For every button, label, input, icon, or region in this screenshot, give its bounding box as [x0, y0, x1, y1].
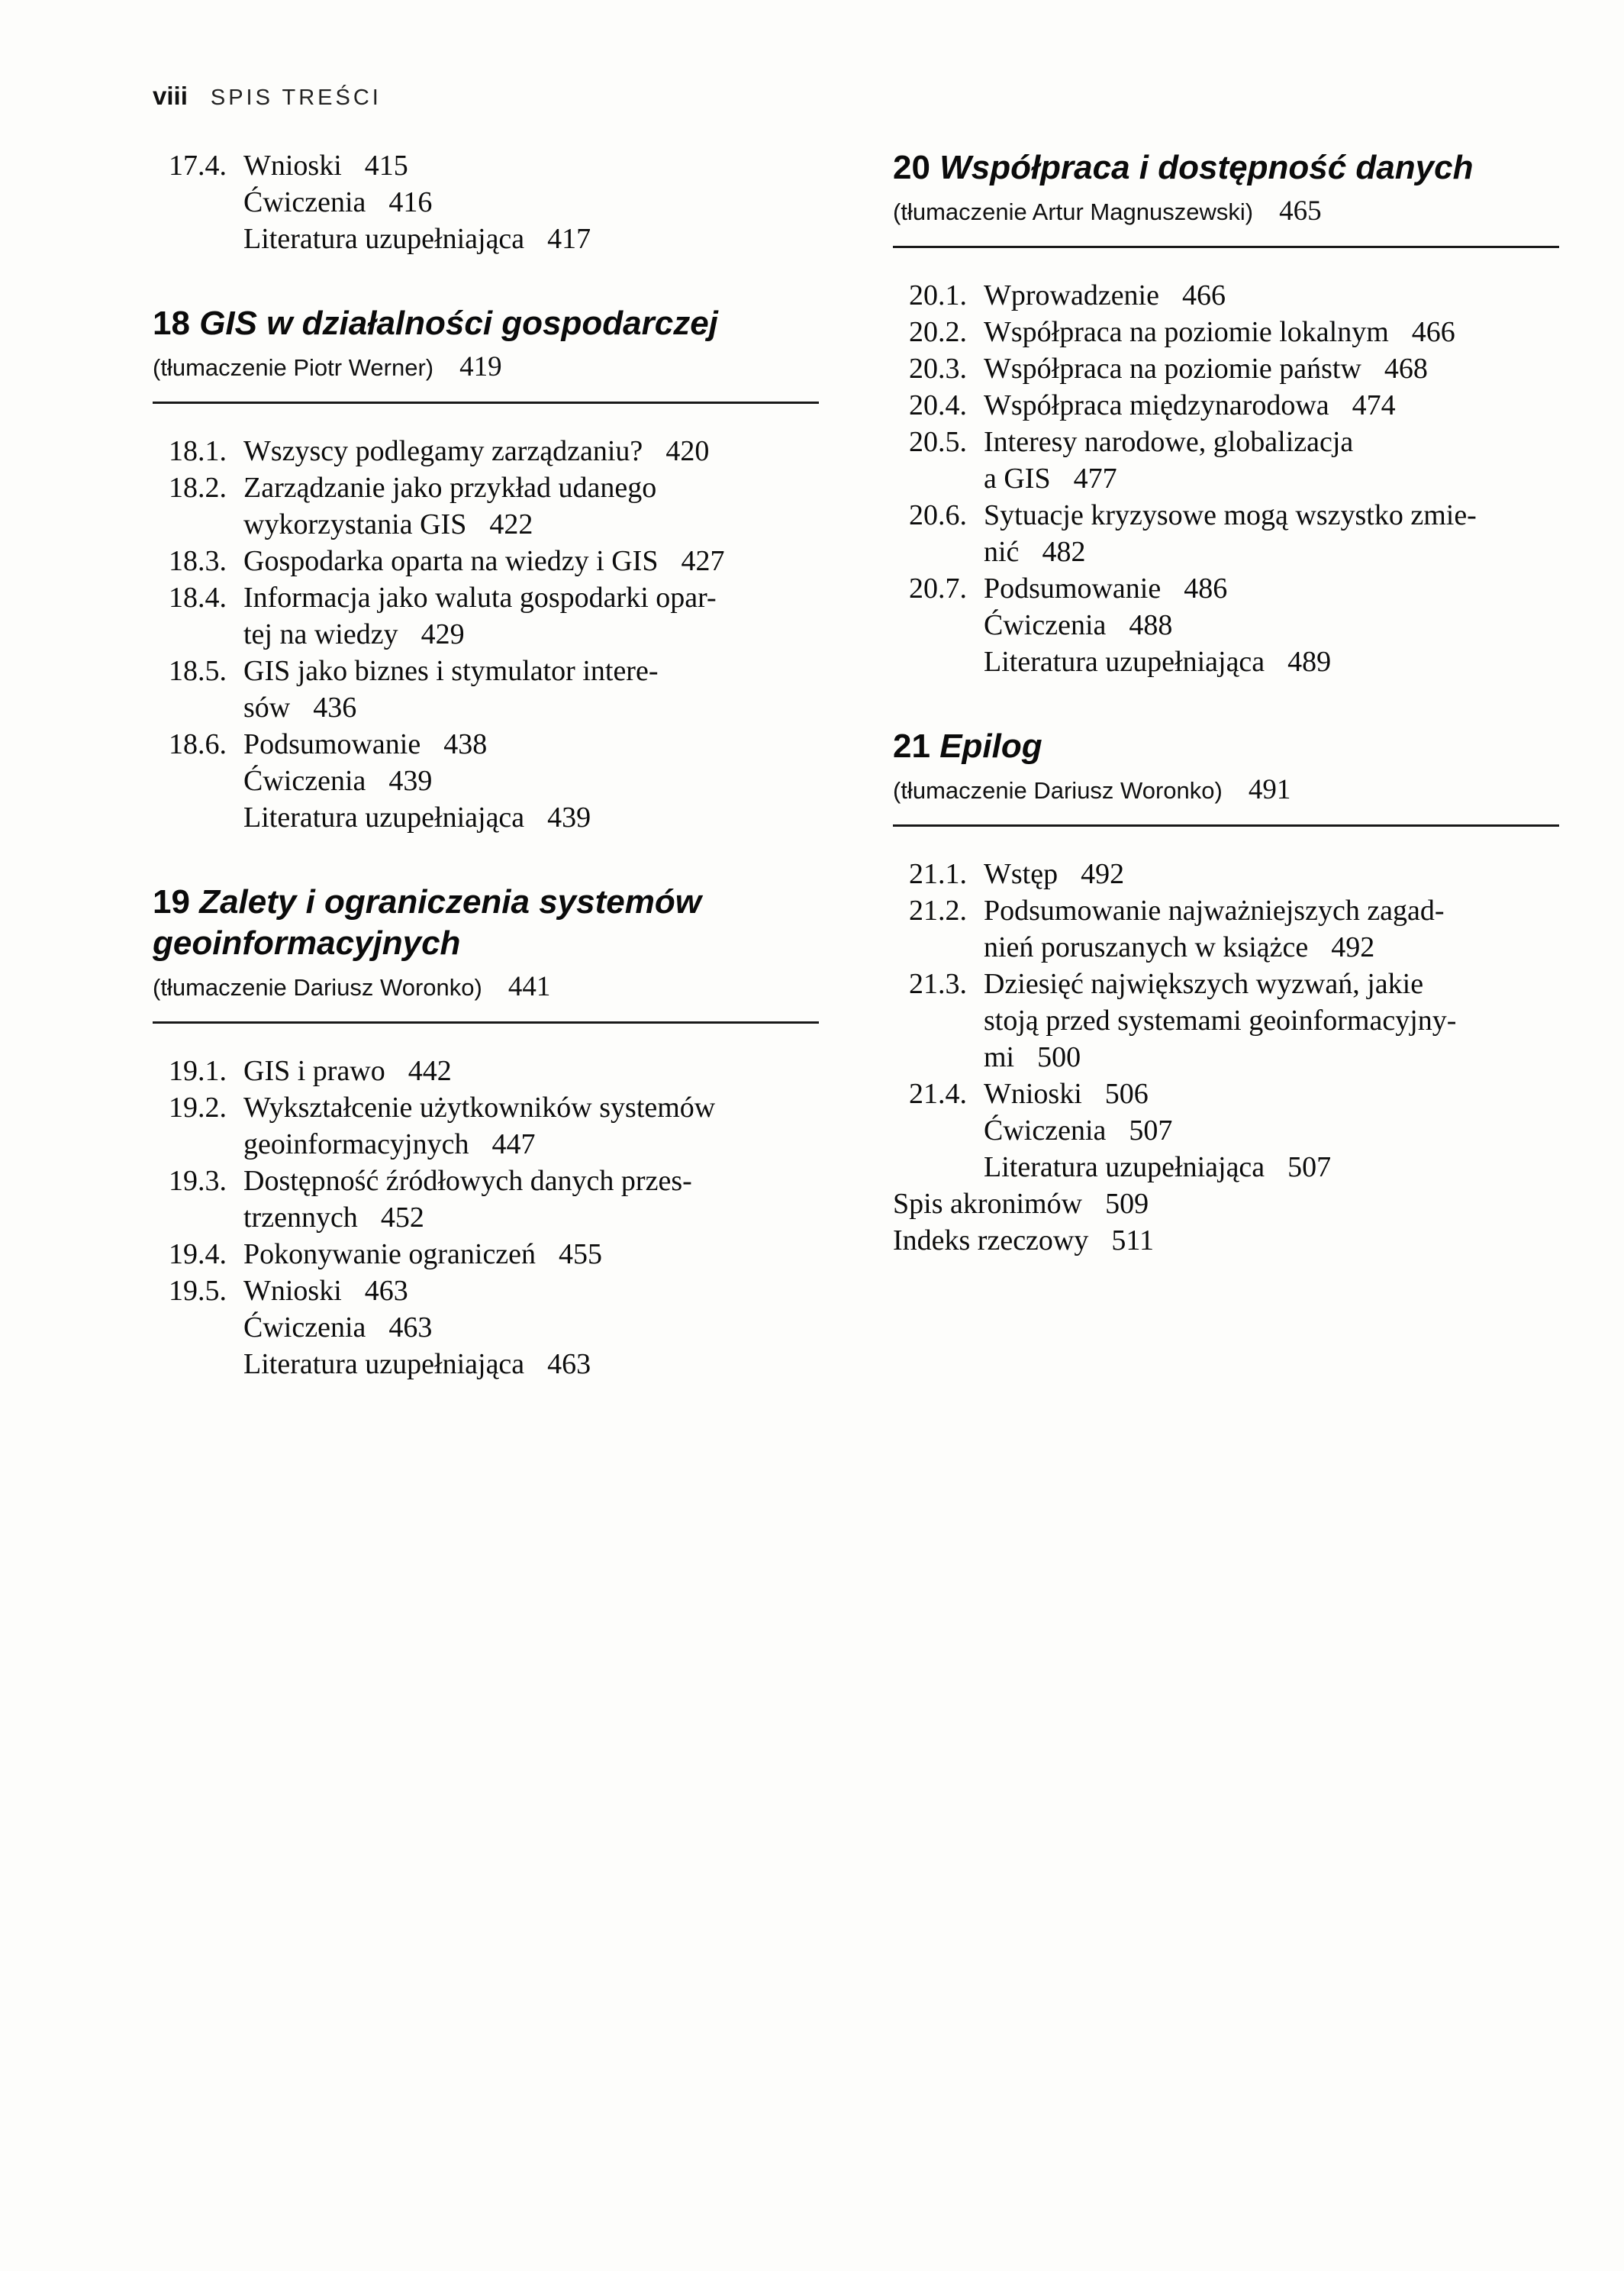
entry-text: [243, 1089, 819, 1163]
entry-text: [243, 1273, 819, 1309]
entry-number: 18.2.: [169, 472, 227, 504]
entry-text-line: [243, 1273, 819, 1309]
entry-text-content: Współpraca na poziomie państw: [984, 353, 1361, 385]
entry-page-number: 416: [388, 186, 433, 218]
entry-page-number: 477: [1073, 463, 1117, 495]
entry-text: [243, 1053, 819, 1089]
entry-text: [243, 726, 819, 763]
toc-entries-continuation: [153, 147, 819, 257]
entry-text: [243, 1309, 819, 1346]
toc-entry: [909, 277, 1559, 314]
entry-text-line: [243, 1053, 819, 1089]
entry-number: 21.3.: [909, 968, 967, 1000]
entry-text-content: Sytuacje kryzysowe mogą wszystko zmie-: [984, 499, 1477, 531]
entry-text-line: [984, 1112, 1559, 1149]
entry-text-line: [984, 1149, 1559, 1186]
entry-list: [893, 277, 1559, 680]
section-rule: [893, 246, 1559, 248]
entry-text-line: [243, 1309, 819, 1346]
entry-text-content: trzennych: [243, 1202, 358, 1234]
toc-section-19: [153, 882, 819, 1382]
entry-text-content: Podsumowanie: [984, 573, 1162, 605]
section-heading: [153, 882, 819, 964]
entry-text-content: Ćwiczenia: [243, 186, 366, 218]
entry-text-content: Podsumowanie najważniejszych zagad-: [984, 895, 1445, 927]
entry-text-content: Dostępność źródłowych danych przes-: [243, 1165, 692, 1197]
entry-number: [169, 763, 243, 799]
toc-entry: [169, 147, 819, 184]
entry-text-content: Wszyscy podlegamy zarządzaniu?: [243, 435, 643, 467]
toc-entry: [909, 387, 1559, 424]
toc-subentry: [909, 644, 1559, 680]
entry-text: [243, 147, 819, 184]
entry-number: [909, 644, 984, 680]
entry-page-number: 447: [491, 1128, 536, 1160]
toc-entry: [909, 856, 1559, 892]
entry-page-number: 439: [388, 765, 433, 797]
toc-entry: [909, 892, 1559, 966]
section-rule: [153, 402, 819, 404]
entry-page-number: 492: [1331, 931, 1375, 963]
column-left: [153, 147, 819, 1382]
entry-text-line: [243, 689, 819, 726]
entry-text: [984, 607, 1559, 644]
entry-number: [169, 1346, 243, 1382]
entry-text-content: Gospodarka oparta na wiedzy i GIS: [243, 545, 659, 577]
section-heading: [893, 726, 1559, 767]
entry-text-content: Podsumowanie: [243, 728, 421, 760]
entry-page-number: 439: [547, 802, 591, 834]
toc-subentry: [909, 607, 1559, 644]
entry-text: [893, 1222, 1559, 1259]
backmatter-entry: [893, 1186, 1559, 1222]
toc-entry: [909, 966, 1559, 1076]
toc-entry: [169, 653, 819, 726]
entry-text-content: Indeks rzeczowy: [893, 1224, 1089, 1256]
translator-page-number: 491: [1248, 774, 1291, 805]
section-number: 18: [153, 305, 190, 342]
toc-subentry: [169, 763, 819, 799]
entry-page-number: 463: [388, 1311, 433, 1344]
entry-text: [984, 350, 1559, 387]
entry-text-line: [243, 543, 819, 579]
toc-subentry: [169, 1346, 819, 1382]
entry-text-line: [243, 763, 819, 799]
entry-page-number: 452: [380, 1202, 424, 1234]
entry-text: [243, 1236, 819, 1273]
entry-text-content: Literatura uzupełniająca: [984, 646, 1265, 678]
entry-number: 18.1.: [169, 435, 227, 467]
backmatter-entry: [893, 1222, 1559, 1259]
entry-number: 21.1.: [909, 858, 967, 890]
page-title: SPIS TREŚCI: [210, 85, 382, 110]
entry-text: [243, 579, 819, 653]
entry-page-number: 488: [1129, 609, 1173, 641]
toc-entry: [909, 314, 1559, 350]
section-number: 19: [153, 883, 190, 921]
entry-number: 20.4.: [909, 389, 967, 421]
entry-text-content: GIS jako biznes i stymulator intere-: [243, 655, 659, 687]
entry-page-number: 427: [681, 545, 725, 577]
entry-text-content: Wnioski: [243, 1275, 342, 1307]
toc-entry: [169, 433, 819, 469]
entry-text-content: Spis akronimów: [893, 1188, 1083, 1220]
entry-text-content: Wnioski: [243, 150, 342, 182]
entry-page-number: 489: [1287, 646, 1332, 678]
entry-text-content: Wprowadzenie: [984, 279, 1159, 311]
entry-number: [909, 1112, 984, 1149]
entry-page-number: 468: [1384, 353, 1428, 385]
entry-number: [909, 1149, 984, 1186]
entry-page-number: 466: [1182, 279, 1226, 311]
entry-list: [893, 856, 1559, 1259]
toc-entry: [169, 1089, 819, 1163]
section-title: Epilog: [939, 727, 1042, 765]
translator-page-number: 441: [508, 971, 551, 1002]
entry-text-content: Ćwiczenia: [984, 1115, 1107, 1147]
toc-entry: [169, 1236, 819, 1273]
entry-text-content: Ćwiczenia: [243, 765, 366, 797]
translator-note: [893, 775, 1559, 806]
toc-entry: [169, 543, 819, 579]
entry-text-line: [984, 387, 1559, 424]
section-number: 21: [893, 727, 930, 765]
entry-page-number: 436: [313, 692, 357, 724]
entry-number: 21.4.: [909, 1078, 967, 1110]
entry-text-line: [243, 184, 819, 221]
entry-text-line: [984, 350, 1559, 387]
entry-text-line: [243, 506, 819, 543]
toc-entry: [909, 350, 1559, 387]
entry-page-number: 486: [1184, 573, 1228, 605]
entry-page-number: 509: [1105, 1188, 1149, 1220]
entry-text-line: [984, 929, 1559, 966]
entry-number: 18.4.: [169, 582, 227, 614]
entry-text: [243, 763, 819, 799]
entry-page-number: 474: [1352, 389, 1396, 421]
entry-number: [169, 221, 243, 257]
entry-text-content: tej na wiedzy: [243, 618, 398, 650]
entry-text: [984, 1112, 1559, 1149]
entry-text: [984, 856, 1559, 892]
entry-page-number: 415: [364, 150, 408, 182]
toc-entry: [909, 424, 1559, 497]
entry-text: [893, 1186, 1559, 1222]
toc-columns: [153, 147, 1578, 1382]
entry-text-line: [984, 570, 1559, 607]
entry-page-number: 420: [665, 435, 710, 467]
entry-text-line: [243, 653, 819, 689]
entry-text-line: [984, 856, 1559, 892]
translator-page-number: 465: [1279, 195, 1322, 227]
translator-note: [153, 972, 819, 1003]
entry-text-content: Wnioski: [984, 1078, 1082, 1110]
toc-entry: [909, 570, 1559, 607]
entry-text: [243, 1163, 819, 1236]
entry-text-content: Literatura uzupełniająca: [984, 1151, 1265, 1183]
section-number: 20: [893, 149, 930, 186]
entry-text-content: Zarządzanie jako przykład udanego: [243, 472, 657, 504]
entry-text-line: [984, 277, 1559, 314]
entry-text: [243, 184, 819, 221]
entry-number: 18.5.: [169, 655, 227, 687]
entry-number: 19.3.: [169, 1165, 227, 1197]
entry-text-content: sów: [243, 692, 291, 724]
entry-text-content: mi: [984, 1041, 1015, 1073]
entry-text-content: Wykształcenie użytkowników systemów: [243, 1092, 716, 1124]
toc-section-20: [893, 147, 1559, 680]
translator-text: (tłumaczenie Artur Magnuszewski): [893, 198, 1254, 225]
entry-text-line: [984, 497, 1559, 534]
entry-text-content: nić: [984, 536, 1020, 568]
entry-text-content: Interesy narodowe, globalizacja: [984, 426, 1354, 458]
entry-number: 20.3.: [909, 353, 967, 385]
translator-note: [153, 352, 819, 383]
entry-text-content: Literatura uzupełniająca: [243, 1348, 525, 1380]
entry-text-line: [243, 1163, 819, 1199]
entry-text: [243, 1346, 819, 1382]
entry-text-line: [243, 147, 819, 184]
entry-number: 18.6.: [169, 728, 227, 760]
entry-text-line: [984, 966, 1559, 1002]
entry-page-number: 507: [1287, 1151, 1332, 1183]
entry-text-content: Dziesięć największych wyzwań, jakie: [984, 968, 1424, 1000]
entry-number: 20.5.: [909, 426, 967, 458]
entry-text-line: [243, 1199, 819, 1236]
entry-text: [243, 799, 819, 836]
entry-text-content: nień poruszanych w książce: [984, 931, 1309, 963]
entry-text-content: stoją przed systemami geoinformacyjny-: [984, 1005, 1457, 1037]
section-title: GIS w działalności gospodarczej: [199, 305, 718, 342]
translator-note: [893, 196, 1559, 227]
entry-text-content: Informacja jako waluta gospodarki opar-: [243, 582, 717, 614]
toc-entry: [909, 1076, 1559, 1112]
entry-text: [984, 966, 1559, 1076]
entry-page-number: 463: [364, 1275, 408, 1307]
entry-text-content: Literatura uzupełniająca: [243, 223, 525, 255]
entry-text-line: [243, 579, 819, 616]
toc-entry: [169, 726, 819, 763]
section-title: geoinformacyjnych: [153, 924, 461, 962]
entry-text-line: [984, 607, 1559, 644]
toc-subentry: [169, 184, 819, 221]
entry-text-content: a GIS: [984, 463, 1051, 495]
entry-list: [153, 433, 819, 836]
entry-text-content: GIS i prawo: [243, 1055, 385, 1087]
entry-text: [243, 543, 819, 579]
toc-entry: [169, 1163, 819, 1236]
toc-subentry: [169, 1309, 819, 1346]
toc-entry: [909, 497, 1559, 570]
section-heading: [153, 303, 819, 344]
toc-section-18: [153, 303, 819, 836]
entry-number: [169, 1309, 243, 1346]
entry-page-number: 422: [489, 508, 533, 540]
entry-text: [984, 892, 1559, 966]
entry-text-content: wykorzystania GIS: [243, 508, 467, 540]
entry-text-line: [243, 1126, 819, 1163]
entry-text: [984, 314, 1559, 350]
entry-text-content: Współpraca międzynarodowa: [984, 389, 1329, 421]
entry-text: [243, 221, 819, 257]
entry-page-number: 417: [547, 223, 591, 255]
entry-text-line: [243, 616, 819, 653]
toc-section-21: [893, 726, 1559, 1259]
entry-page-number: 482: [1042, 536, 1086, 568]
page-header: [153, 81, 1578, 117]
entry-text-line: [243, 726, 819, 763]
entry-text-line: [984, 1002, 1559, 1039]
entry-text: [984, 277, 1559, 314]
entry-text-line: [984, 314, 1559, 350]
toc-subentry: [169, 799, 819, 836]
column-right: [893, 147, 1559, 1259]
toc-entry: [169, 1053, 819, 1089]
section-rule: [893, 824, 1559, 827]
translator-page-number: 419: [459, 351, 502, 382]
entry-text: [984, 570, 1559, 607]
entry-number: 19.2.: [169, 1092, 227, 1124]
entry-text: [984, 644, 1559, 680]
entry-text-line: [984, 424, 1559, 460]
entry-text-line: [984, 1039, 1559, 1076]
entry-number: 21.2.: [909, 895, 967, 927]
entry-number: 20.2.: [909, 316, 967, 348]
entry-number: 20.7.: [909, 573, 967, 605]
translator-text: (tłumaczenie Dariusz Woronko): [893, 777, 1223, 804]
entry-page-number: 429: [420, 618, 465, 650]
page-folio: viii: [153, 82, 188, 110]
entry-page-number: 511: [1111, 1224, 1154, 1256]
entry-text: [243, 469, 819, 543]
entry-page-number: 507: [1129, 1115, 1173, 1147]
toc-subentry: [169, 221, 819, 257]
entry-number: 19.5.: [169, 1275, 227, 1307]
entry-page-number: 466: [1411, 316, 1455, 348]
entry-text-line: [984, 892, 1559, 929]
entry-text-content: Ćwiczenia: [243, 1311, 366, 1344]
entry-list: [153, 147, 819, 257]
entry-text: [243, 433, 819, 469]
entry-page-number: 506: [1104, 1078, 1149, 1110]
entry-number: 20.1.: [909, 279, 967, 311]
toc-subentry: [909, 1149, 1559, 1186]
section-title: Współpraca i dostępność danych: [939, 149, 1474, 186]
entry-number: 19.1.: [169, 1055, 227, 1087]
entry-text: [984, 424, 1559, 497]
entry-text-content: geoinformacyjnych: [243, 1128, 469, 1160]
entry-number: [909, 607, 984, 644]
toc-subentry: [909, 1112, 1559, 1149]
toc-entry: [169, 579, 819, 653]
entry-text: [984, 1149, 1559, 1186]
entry-number: 20.6.: [909, 499, 967, 531]
entry-text-line: [243, 1236, 819, 1273]
entry-text-line: [984, 1076, 1559, 1112]
entry-page-number: 442: [408, 1055, 452, 1087]
section-rule: [153, 1021, 819, 1024]
section-heading: [893, 147, 1559, 189]
translator-text: (tłumaczenie Piotr Werner): [153, 354, 434, 381]
entry-text-line: [243, 1089, 819, 1126]
entry-page-number: 492: [1081, 858, 1125, 890]
entry-text: [984, 387, 1559, 424]
entry-text-content: Pokonywanie ograniczeń: [243, 1238, 536, 1270]
entry-text-line: [893, 1222, 1559, 1259]
entry-text-line: [893, 1186, 1559, 1222]
entry-text-line: [984, 644, 1559, 680]
entry-text-line: [243, 799, 819, 836]
entry-text-content: Literatura uzupełniająca: [243, 802, 525, 834]
entry-text: [984, 1076, 1559, 1112]
entry-text-line: [243, 469, 819, 506]
entry-text-line: [243, 221, 819, 257]
entry-text-content: Wstęp: [984, 858, 1058, 890]
entry-number: [169, 799, 243, 836]
entry-text-content: Ćwiczenia: [984, 609, 1107, 641]
entry-text-line: [243, 1346, 819, 1382]
entry-number: 18.3.: [169, 545, 227, 577]
entry-page-number: 455: [559, 1238, 603, 1270]
entry-text: [243, 653, 819, 726]
entry-page-number: 500: [1037, 1041, 1081, 1073]
entry-text-line: [984, 534, 1559, 570]
entry-page-number: 463: [547, 1348, 591, 1380]
entry-number: [169, 184, 243, 221]
entry-list: [153, 1053, 819, 1382]
entry-text-content: Współpraca na poziomie lokalnym: [984, 316, 1389, 348]
entry-text: [984, 497, 1559, 570]
entry-text-line: [984, 460, 1559, 497]
entry-page-number: 438: [443, 728, 488, 760]
entry-text-line: [243, 433, 819, 469]
toc-entry: [169, 1273, 819, 1309]
toc-entry: [169, 469, 819, 543]
entry-number: 19.4.: [169, 1238, 227, 1270]
entry-number: 17.4.: [169, 150, 227, 182]
section-title: Zalety i ograniczenia systemów: [199, 883, 701, 921]
translator-text: (tłumaczenie Dariusz Woronko): [153, 974, 482, 1001]
